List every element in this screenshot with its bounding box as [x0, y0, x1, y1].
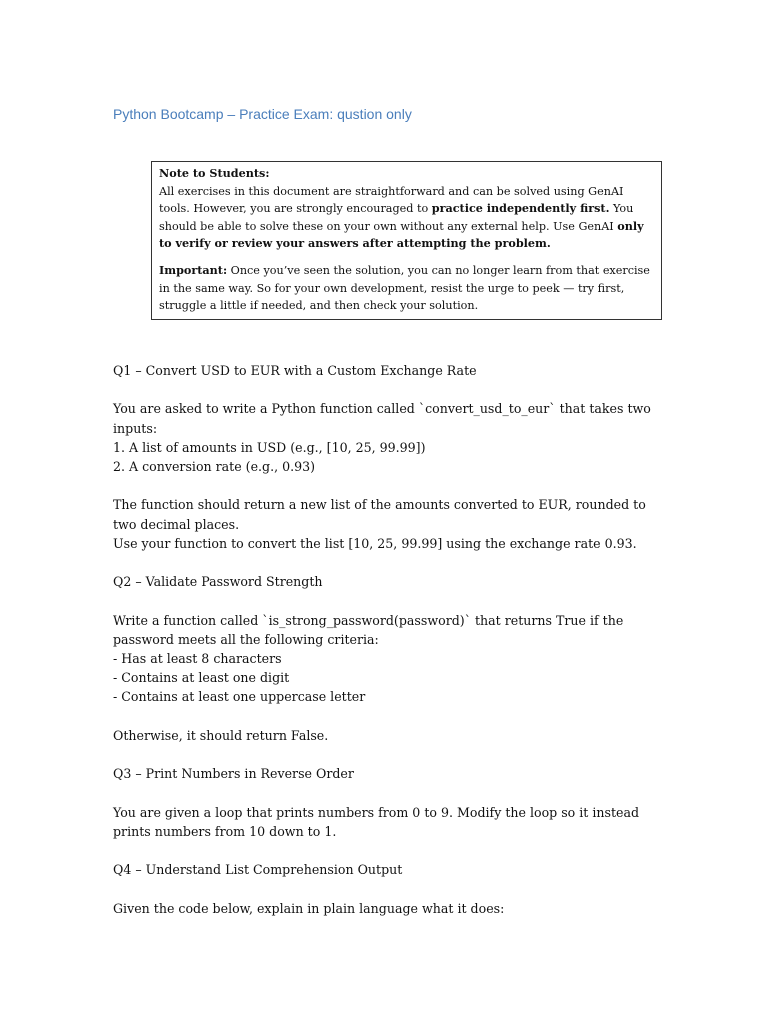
q1-intro: You are asked to write a Python function called `convert_usd_to_eur` that takes two inputs: [113, 401, 651, 436]
important-label: Important: [159, 262, 228, 277]
q1-item2: 2. A conversion rate (e.g., 0.93) [113, 459, 316, 474]
q3-title: Q3 – Print Numbers in Reverse Order [113, 766, 354, 782]
note-line2-bold: practice independently first. [431, 201, 610, 216]
note-line2-pre: However, you are strongly encouraged to [193, 202, 432, 216]
note-heading: Note to Students: [159, 166, 270, 180]
q2-otherwise: Otherwise, it should return False. [113, 727, 329, 743]
q1-title: Q1 – Convert USD to EUR with a Custom Exchange Rate [113, 363, 477, 378]
q2-criterion-2: - Contains at least one digit [113, 670, 290, 686]
note-line2-bold2: only to verify or review your answers after attempting the problem. [159, 218, 644, 251]
q1-item1: 1. A list of amounts in USD (e.g., [10, 25, 99.99]) [113, 439, 426, 455]
q2-intro: Write a function called `is_strong_password(password)` that returns True if the password meets all the following criteria: [113, 612, 624, 647]
note-paragraph [159, 183, 654, 253]
q2-title: Q2 – Validate Password Strength [113, 574, 323, 590]
note-line1: All exercises in this document are straightforward and can be solved using GenAI tools. [159, 184, 624, 216]
questions-section [113, 361, 673, 918]
q4-title: Q4 – Understand List Comprehension Output [113, 862, 403, 878]
note-line2-post: You should be able to solve these on your own without any external help. Use GenAI [159, 202, 634, 233]
q1-body1: The function should return a new list of the amounts converted to EUR, rounded to two decimal places. [113, 497, 646, 532]
document-title: Python Bootcamp – Practice Exam: qustion only [113, 106, 412, 122]
q4-body: Given the code below, explain in plain language what it does: [113, 900, 505, 916]
q2-criterion-3: - Contains at least one uppercase letter [113, 689, 366, 705]
q1-body2: Use your function to convert the list [10, 25, 99.99] using the exchange rate 0.93. [113, 535, 637, 551]
q3-body: You are given a loop that prints numbers from 0 to 9. Modify the loop so it instead prints numbers from 10 down to 1. [113, 804, 640, 839]
important-paragraph [159, 262, 654, 315]
important-text: Once you’ve seen the solution, you can no longer learn from that exercise in the same way. So for your own development, resist the urge to peek — try first, struggle a little if needed, and then check your solution. [159, 263, 650, 313]
note-to-students-box [151, 161, 662, 320]
q2-criterion-1: - Has at least 8 characters [113, 650, 282, 666]
